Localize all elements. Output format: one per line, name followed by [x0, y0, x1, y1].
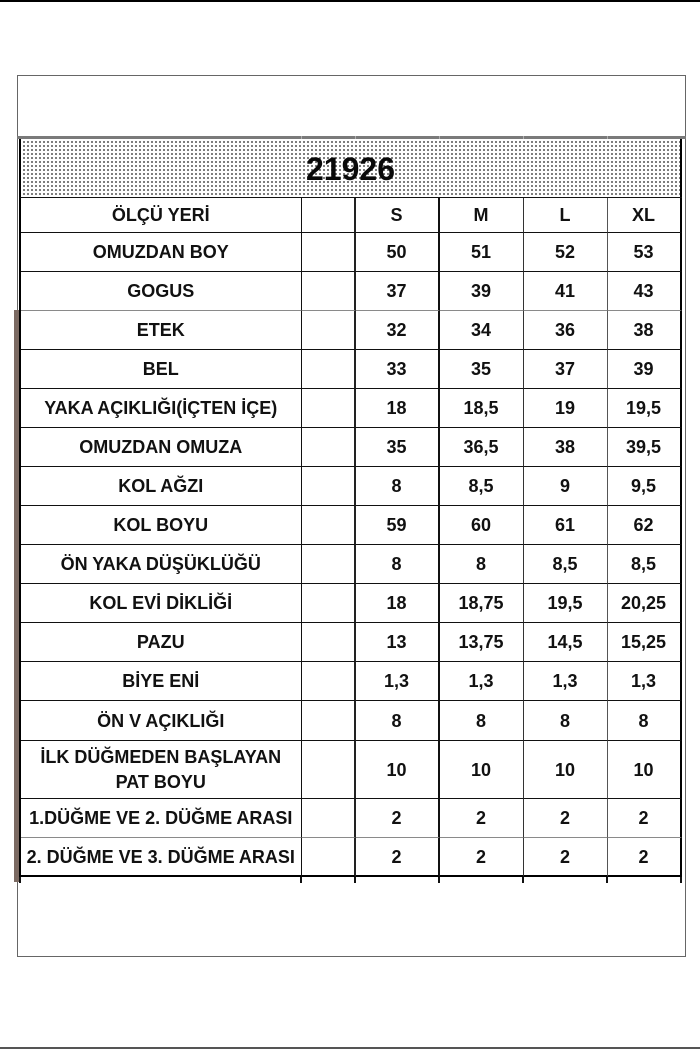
- measurement-label-line-1: İLK DÜĞMEDEN BAŞLAYAN: [40, 746, 282, 767]
- blank-cell: [302, 233, 356, 272]
- value-l: 10: [524, 741, 608, 799]
- value-s: 1,3: [356, 662, 440, 701]
- model-code-banner: [19, 139, 682, 198]
- column-header-l: L: [524, 198, 608, 233]
- value-s: 32: [356, 311, 440, 350]
- column-header-s: S: [356, 198, 440, 233]
- value-m: 51: [440, 233, 524, 272]
- value-m: 34: [440, 311, 524, 350]
- measurement-label: OMUZDAN OMUZA: [21, 428, 302, 467]
- value-m: 18,5: [440, 389, 524, 428]
- measurement-label-line-2: PAT BOYU: [115, 771, 206, 792]
- value-xl: 20,25: [608, 584, 682, 623]
- column-header-blank: [302, 198, 356, 233]
- value-s: 18: [356, 584, 440, 623]
- value-m: 13,75: [440, 623, 524, 662]
- value-xl: 10: [608, 741, 682, 799]
- model-code: 21926: [306, 150, 395, 187]
- measurement-label: KOL AĞZI: [21, 467, 302, 506]
- value-m: 10: [440, 741, 524, 799]
- value-xl: 8: [608, 701, 682, 741]
- value-s: 37: [356, 272, 440, 311]
- blank-cell: [302, 272, 356, 311]
- blank-cell: [302, 623, 356, 662]
- value-xl: 1,3: [608, 662, 682, 701]
- value-s: 35: [356, 428, 440, 467]
- value-xl: 39,5: [608, 428, 682, 467]
- measurement-label: BEL: [21, 350, 302, 389]
- blank-cell: [302, 428, 356, 467]
- value-m: 2: [440, 838, 524, 877]
- measurement-label: OMUZDAN BOY: [21, 233, 302, 272]
- value-l: 2: [524, 799, 608, 838]
- measurement-label: ÖN V AÇIKLIĞI: [21, 701, 302, 741]
- value-m: 36,5: [440, 428, 524, 467]
- value-l: 8,5: [524, 545, 608, 584]
- blank-cell: [302, 506, 356, 545]
- blank-cell: [302, 662, 356, 701]
- value-l: 19,5: [524, 584, 608, 623]
- value-m: 39: [440, 272, 524, 311]
- value-l: 8: [524, 701, 608, 741]
- value-l: 61: [524, 506, 608, 545]
- value-m: 18,75: [440, 584, 524, 623]
- value-s: 2: [356, 838, 440, 877]
- value-l: 1,3: [524, 662, 608, 701]
- blank-cell: [302, 741, 356, 799]
- measurement-label: ÖN YAKA DÜŞÜKLÜĞÜ: [21, 545, 302, 584]
- column-tick: [19, 877, 21, 883]
- column-header-m: M: [440, 198, 524, 233]
- measurement-label-lines: [40, 745, 281, 795]
- value-xl: 9,5: [608, 467, 682, 506]
- value-s: 8: [356, 545, 440, 584]
- value-l: 14,5: [524, 623, 608, 662]
- value-l: 2: [524, 838, 608, 877]
- value-l: 38: [524, 428, 608, 467]
- blank-cell: [302, 584, 356, 623]
- value-l: 19: [524, 389, 608, 428]
- value-s: 8: [356, 467, 440, 506]
- page-bottom-border: [0, 1047, 700, 1049]
- size-chart-table: [19, 197, 682, 877]
- column-tick: [438, 877, 440, 883]
- value-xl: 38: [608, 311, 682, 350]
- column-tick: [680, 877, 682, 883]
- value-m: 8: [440, 545, 524, 584]
- value-xl: 62: [608, 506, 682, 545]
- value-xl: 19,5: [608, 389, 682, 428]
- column-header-measurement: ÖLÇÜ YERİ: [21, 198, 302, 233]
- measurement-label: [21, 741, 302, 799]
- blank-cell: [302, 389, 356, 428]
- value-s: 33: [356, 350, 440, 389]
- value-xl: 53: [608, 233, 682, 272]
- value-l: 36: [524, 311, 608, 350]
- measurement-label: BİYE ENİ: [21, 662, 302, 701]
- value-s: 18: [356, 389, 440, 428]
- blank-cell: [302, 350, 356, 389]
- value-l: 52: [524, 233, 608, 272]
- blank-cell: [302, 311, 356, 350]
- value-xl: 39: [608, 350, 682, 389]
- measurement-label: ETEK: [21, 311, 302, 350]
- value-s: 59: [356, 506, 440, 545]
- value-m: 8,5: [440, 467, 524, 506]
- value-l: 41: [524, 272, 608, 311]
- value-m: 35: [440, 350, 524, 389]
- blank-cell: [302, 838, 356, 877]
- measurement-label: GOGUS: [21, 272, 302, 311]
- column-header-xl: XL: [608, 198, 682, 233]
- blank-cell: [302, 545, 356, 584]
- measurement-label: YAKA AÇIKLIĞI(İÇTEN İÇE): [21, 389, 302, 428]
- measurement-label: 1.DÜĞME VE 2. DÜĞME ARASI: [21, 799, 302, 838]
- column-tick: [522, 877, 524, 883]
- measurement-label: PAZU: [21, 623, 302, 662]
- value-m: 60: [440, 506, 524, 545]
- blank-cell: [302, 467, 356, 506]
- value-s: 10: [356, 741, 440, 799]
- page-top-border: [0, 0, 700, 2]
- value-s: 8: [356, 701, 440, 741]
- value-xl: 15,25: [608, 623, 682, 662]
- value-m: 2: [440, 799, 524, 838]
- column-tick: [606, 877, 608, 883]
- value-s: 2: [356, 799, 440, 838]
- blank-cell: [302, 701, 356, 741]
- value-xl: 43: [608, 272, 682, 311]
- value-s: 50: [356, 233, 440, 272]
- column-tick: [354, 877, 356, 883]
- value-l: 9: [524, 467, 608, 506]
- value-m: 1,3: [440, 662, 524, 701]
- blank-cell: [302, 799, 356, 838]
- measurement-label: KOL EVİ DİKLİĞİ: [21, 584, 302, 623]
- measurement-label: 2. DÜĞME VE 3. DÜĞME ARASI: [21, 838, 302, 877]
- measurement-label: KOL BOYU: [21, 506, 302, 545]
- value-m: 8: [440, 701, 524, 741]
- value-xl: 8,5: [608, 545, 682, 584]
- value-xl: 2: [608, 838, 682, 877]
- value-xl: 2: [608, 799, 682, 838]
- value-l: 37: [524, 350, 608, 389]
- column-tick: [300, 877, 302, 883]
- value-s: 13: [356, 623, 440, 662]
